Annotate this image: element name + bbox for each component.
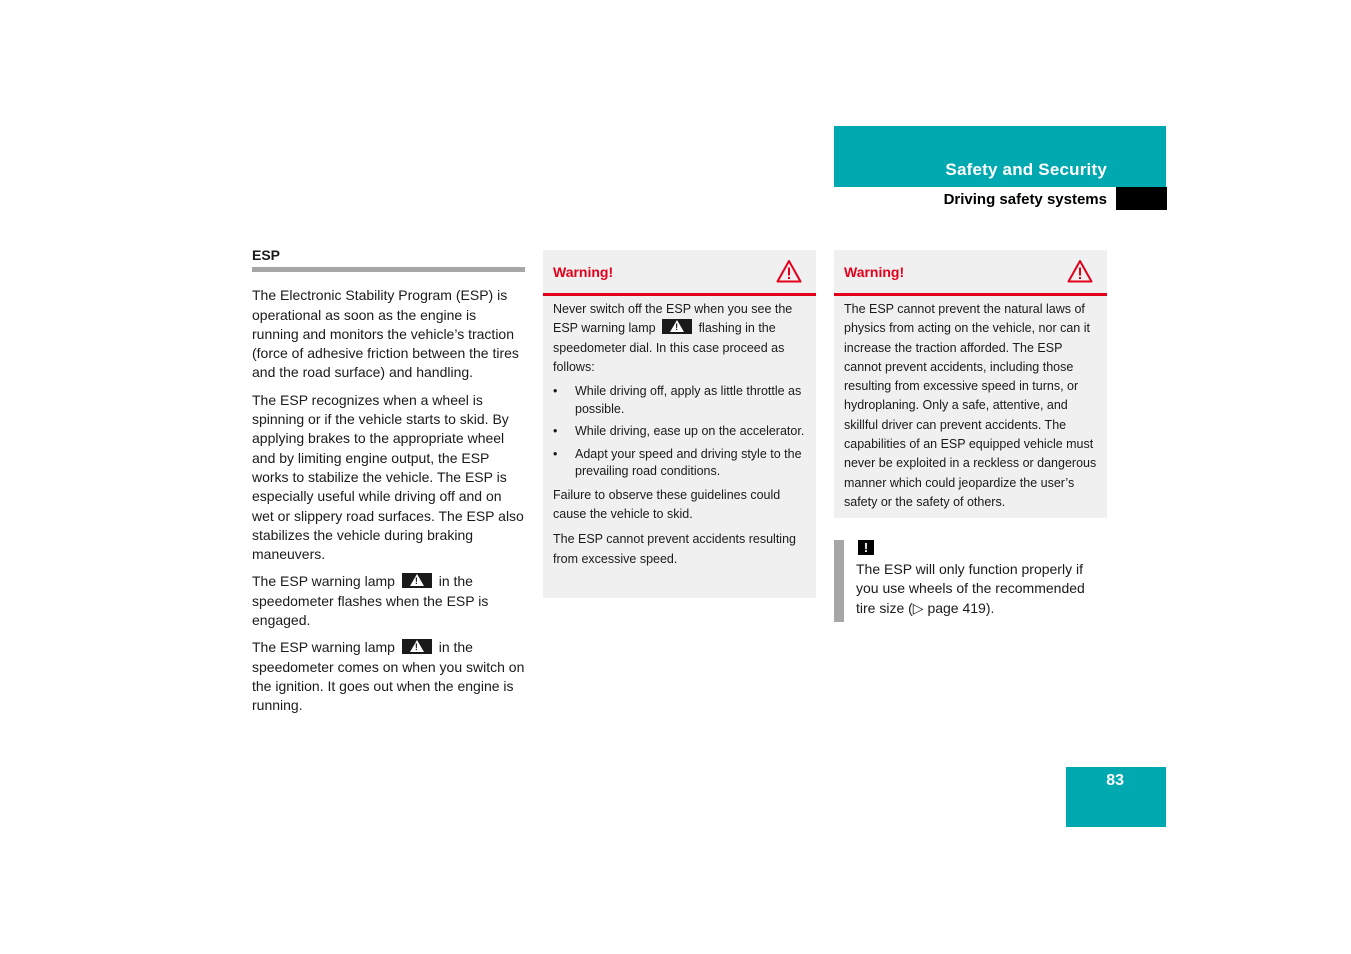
warning-body bbox=[834, 296, 1107, 512]
warning-box-2 bbox=[834, 250, 1107, 518]
warning-header bbox=[543, 250, 816, 296]
list-item: • While driving, ease up on the accelerator. bbox=[553, 423, 806, 441]
warning-text: The ESP cannot prevent the natural laws of physics from acting on the vehicle, nor can it increase the traction afforded. The ESP cannot prevent accidents, including those resulting from excessive speed in turns, or hydroplaning. Only a safe, attentive, and skillful driver can prevent accidents. The capabilities of an ESP equipped vehicle must never be exploited in a reckless or dangerous manner which could jeopardize the user’s safety or the safety of others. bbox=[844, 302, 1097, 509]
warning-box-1 bbox=[543, 250, 816, 598]
subsection-title: Driving safety systems bbox=[943, 191, 1107, 208]
esp-paragraph-2: The ESP recognizes when a wheel is spinning or if the vehicle starts to skid. By applying brakes to the appropriate wheel and by limiting engine output, the ESP works to stabilize the vehicle. The ESP is especially useful while driving off and on wet or slippery road surfaces. The ESP also stabilizes the vehicle during braking maneuvers. bbox=[252, 391, 524, 563]
warning-intro-after: flashing in the speedometer dial. In this case proceed as follows: bbox=[553, 321, 785, 374]
list-item: • While driving off, apply as little throttle as possible. bbox=[553, 383, 806, 418]
exclamation-icon: ! bbox=[858, 540, 874, 555]
esp-lamp-paragraph-1 bbox=[252, 572, 525, 630]
esp-section bbox=[252, 246, 525, 724]
warning-header bbox=[834, 250, 1107, 296]
warning-label: Warning! bbox=[844, 264, 905, 280]
warning-paragraph-3: The ESP cannot prevent accidents resulting from excessive speed. bbox=[553, 532, 796, 566]
esp-paragraph-1: The Electronic Stability Program (ESP) is operational as soon as the engine is running and monitors the vehicle’s traction (force of adhesive friction between the tires and the road surface) and handling. bbox=[252, 287, 519, 381]
warning-body bbox=[543, 296, 816, 569]
page-number: 83 bbox=[1106, 772, 1124, 789]
heading-rule bbox=[252, 267, 525, 272]
note-box bbox=[834, 540, 1107, 622]
esp-lamp-paragraph-2 bbox=[252, 638, 525, 715]
warning-label: Warning! bbox=[553, 264, 614, 280]
lamp-text-after: in the speedometer flashes when the ESP is engaged. bbox=[252, 573, 489, 629]
lamp-text-before: The ESP warning lamp bbox=[252, 573, 395, 590]
warning-paragraph-2: Failure to observe these guidelines could cause the vehicle to skid. bbox=[553, 487, 781, 521]
esp-heading: ESP bbox=[252, 247, 281, 263]
esp-warning-lamp-icon bbox=[402, 573, 432, 588]
section-marker bbox=[1116, 187, 1167, 210]
warning-triangle-icon bbox=[1067, 259, 1093, 283]
esp-warning-lamp-icon bbox=[662, 319, 692, 334]
page-tab bbox=[1066, 767, 1166, 827]
note-text: The ESP will only function properly if you use wheels of the recommended tire size (▷ page 419). bbox=[856, 561, 1085, 616]
lamp-text-before: The ESP warning lamp bbox=[252, 639, 395, 656]
list-item: • Adapt your speed and driving style to the prevailing road conditions. bbox=[553, 446, 806, 481]
esp-warning-lamp-icon bbox=[402, 639, 432, 654]
warning-triangle-icon bbox=[776, 259, 802, 283]
note-bar bbox=[834, 540, 844, 622]
warning-intro-before: Never switch off the ESP when you see the ESP warning lamp bbox=[553, 302, 793, 336]
lamp-text-after: in the speedometer comes on when you switch on the ignition. It goes out when the engine is running. bbox=[252, 639, 525, 714]
warning-intro bbox=[553, 300, 806, 377]
warning-bullet-list bbox=[553, 383, 806, 481]
section-title: Safety and Security bbox=[945, 160, 1107, 179]
